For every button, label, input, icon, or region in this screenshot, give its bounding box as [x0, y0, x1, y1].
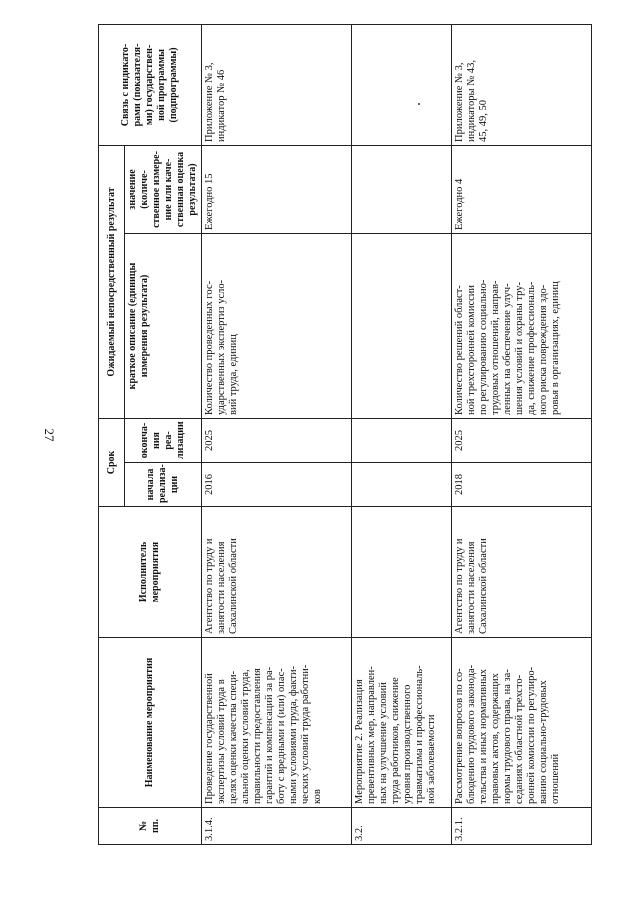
row-value: Ежегодно 4: [452, 145, 592, 233]
header-expected-value: значение (количе- ственное измере- ние или каче- ственная оценка результата): [125, 145, 202, 233]
header-term-end: оконча- ния реа- лизации: [125, 418, 202, 462]
header-link: Связь с индикато- рами (показателя- ми) государствен- ной программы (подпрограммы): [99, 24, 202, 145]
header-name: Наименование мероприятия: [99, 638, 202, 808]
row-link: Приложение № 3, индикатор № 46: [202, 24, 352, 145]
header-executor: Исполнитель мероприятия: [99, 507, 202, 638]
table-row: [452, 24, 592, 844]
row-desc: Количество проведенных гос- ударственных экспертиз усло- вий труда, единиц: [202, 233, 352, 418]
row-name: Проведение государственной экспертизы условий труда в целях оценки качества специ- альной оценки условий труда, правильности предоставления гарантий и компенсаций за ра- боту с вредными и (или) опас- ными условиями труда, факти- ческих условий труда работни- ков: [202, 638, 352, 808]
row-name: Мероприятие 2. Реализация превентивных мер, направлен- ных на улучшение условий труда работников, снижение уровня производственного травматизма и профессиональ- ной заболеваемости: [352, 638, 452, 808]
row-desc: Количество решений област- ной трехсторонней комиссии по регулированию социально- трудовых отношений, направ- ленных на обеспечение улуч- шения условий и охраны тру- да, снижение профессиональ- ного риска повреждения здо- ровья в организациях, единиц: [452, 233, 592, 418]
rotated-table-container: [98, 25, 630, 845]
row-executor: Агентство по труду и занятости населения Сахалинской области: [202, 507, 352, 638]
row-value: Ежегодно 15: [202, 145, 352, 233]
row-end: [352, 418, 452, 462]
row-link: [352, 24, 452, 145]
row-start: 2018: [452, 463, 592, 507]
measures-table: [98, 24, 592, 845]
row-num: 3.1.4.: [202, 808, 352, 845]
row-executor: Агентство по труду и занятости населения Сахалинской области: [452, 507, 592, 638]
row-num: 3.2.1.: [452, 808, 592, 845]
page-number: 27: [42, 428, 57, 442]
header-expected-desc: краткое описание (единицы измерения результата): [125, 233, 202, 418]
row-end: 2025: [202, 418, 352, 462]
table-row: [202, 24, 352, 844]
row-start: 2016: [202, 463, 352, 507]
row-link: Приложение № 3, индикаторы № 43, 45, 49, 50: [452, 24, 592, 145]
table-row: [352, 24, 452, 844]
row-num: 3.2.: [352, 808, 452, 845]
header-num: № пп.: [99, 808, 202, 845]
row-desc: [352, 233, 452, 418]
header-term: Срок: [99, 418, 125, 506]
header-expected: Ожидаемый непосредственный результат: [99, 145, 125, 418]
scan-speck: [418, 103, 420, 105]
row-start: [352, 463, 452, 507]
row-value: [352, 145, 452, 233]
row-executor: [352, 507, 452, 638]
row-end: 2025: [452, 418, 592, 462]
header-term-start: начала реализа- ции: [125, 463, 202, 507]
row-name: Рассмотрение вопросов по со- блюдению трудового законода- тельства и иных нормативных правовых актов, содержащих нормы трудового права, на за- седаниях областной трехсто- ронней комиссии по регулиро- ванию социально-трудовых отношений: [452, 638, 592, 808]
